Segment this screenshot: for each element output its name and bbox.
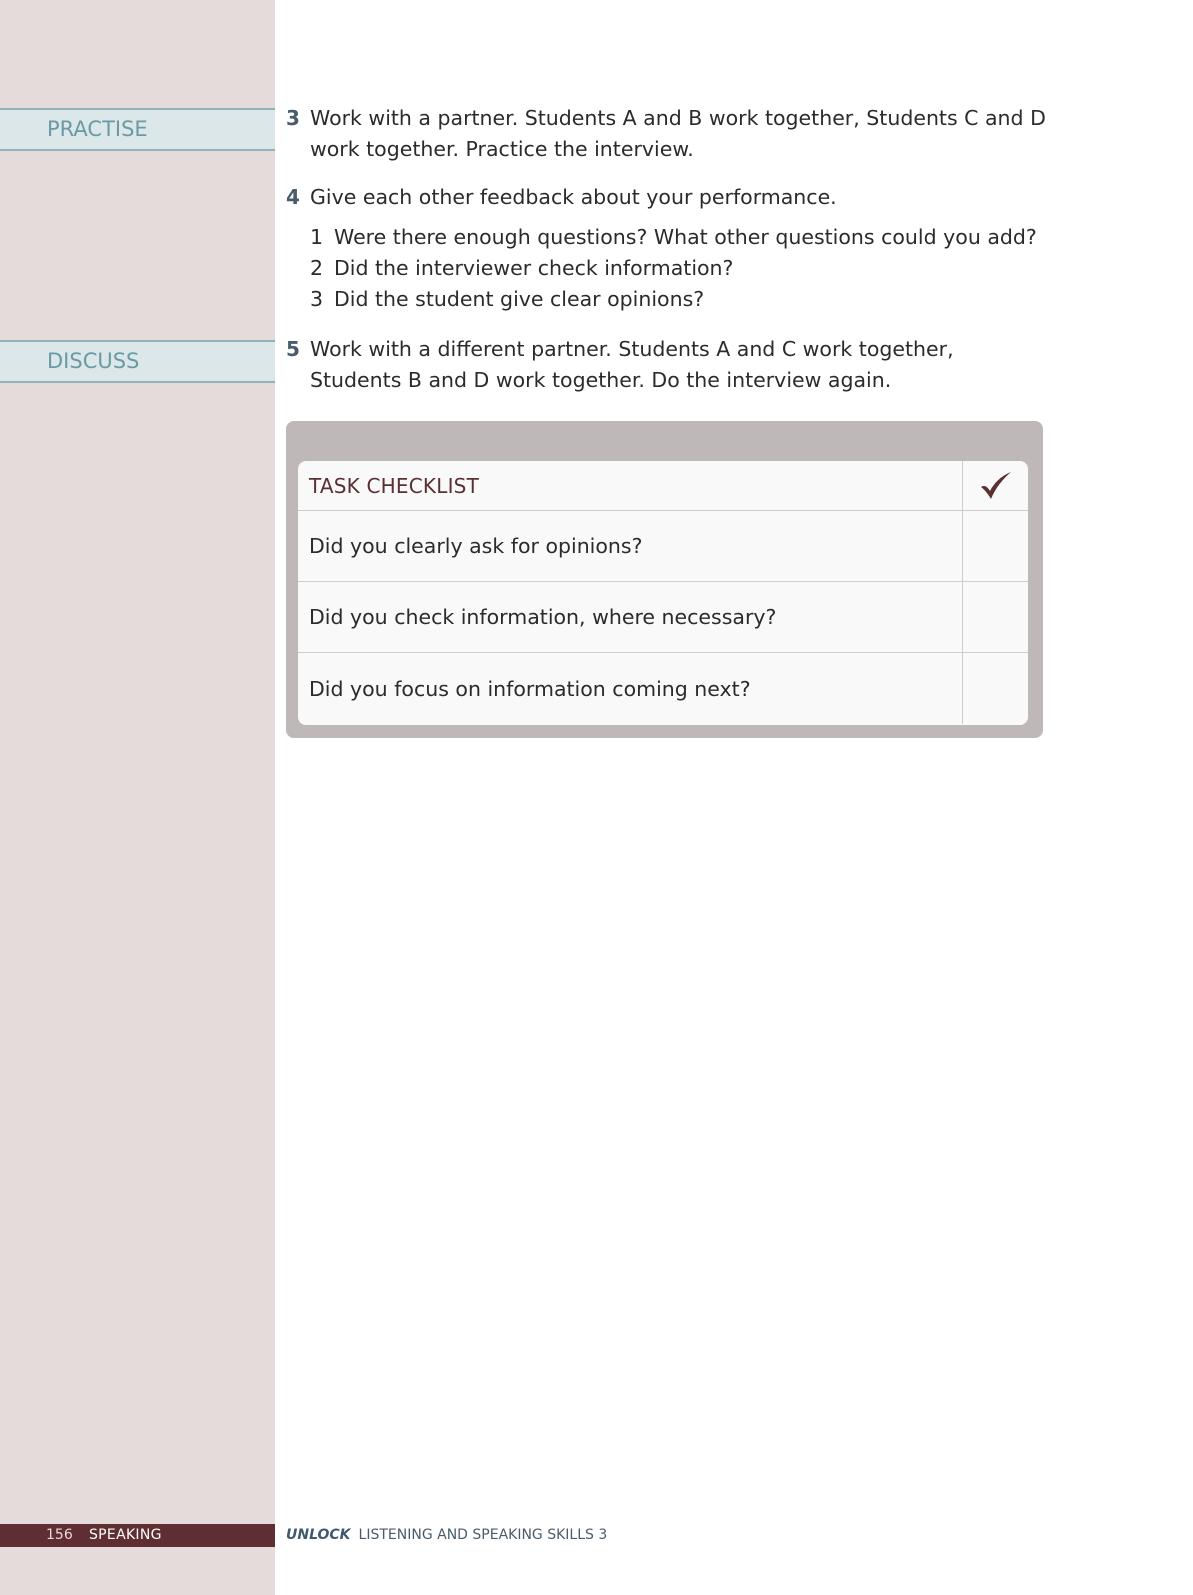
list-item [310, 222, 1050, 253]
task-item [286, 334, 1046, 396]
checklist-row [298, 582, 1028, 653]
checklist-tick-box[interactable] [962, 582, 1028, 652]
checklist-item-text: Did you clearly ask for opinions? [309, 534, 643, 558]
section-name: SPEAKING [89, 1527, 162, 1543]
section-label-practise: PRACTISE [0, 108, 275, 151]
tick-column-header [962, 461, 1028, 510]
question-text: Did the student give clear opinions? [334, 287, 705, 311]
check-mark-icon [978, 470, 1014, 502]
page-number: 156 [46, 1527, 73, 1543]
footer-section-bar [0, 1524, 275, 1547]
task-item [286, 103, 1046, 165]
checklist-row [298, 511, 1028, 582]
task-text: Work with a partner. Students A and B work together, Students C and D work together. Practice the interview. [310, 106, 1046, 161]
book-title: LISTENING AND SPEAKING SKILLS 3 [358, 1527, 608, 1543]
footer-book-title [286, 1524, 607, 1547]
task-checklist-table [298, 461, 1028, 725]
task-checklist-panel [286, 421, 1043, 738]
question-number: 1 [310, 225, 324, 249]
question-text: Were there enough questions? What other questions could you add? [334, 225, 1037, 249]
question-text: Did the interviewer check information? [334, 256, 734, 280]
checklist-title: TASK CHECKLIST [309, 473, 479, 498]
task-number: 4 [286, 185, 300, 209]
section-label-discuss: DISCUSS [0, 340, 275, 383]
checklist-tick-box[interactable] [962, 653, 1028, 724]
checklist-item-text: Did you check information, where necessary? [309, 605, 777, 629]
feedback-question-list [310, 222, 1050, 315]
checklist-row [298, 653, 1028, 724]
task-number: 3 [286, 106, 300, 130]
question-number: 3 [310, 287, 324, 311]
sidebar [0, 0, 275, 1595]
task-text: Give each other feedback about your performance. [310, 185, 837, 209]
checklist-header-row [298, 461, 1028, 511]
checklist-item-text: Did you focus on information coming next? [309, 676, 751, 701]
checklist-tick-box[interactable] [962, 511, 1028, 581]
task-number: 5 [286, 337, 300, 361]
task-text: Work with a different partner. Students A and C work together, Students B and D work together. Do the interview again. [310, 337, 954, 392]
brand-logo: UNLOCK [286, 1527, 351, 1543]
task-item [286, 182, 1046, 213]
list-item [310, 284, 1050, 315]
question-number: 2 [310, 256, 324, 280]
list-item [310, 253, 1050, 284]
